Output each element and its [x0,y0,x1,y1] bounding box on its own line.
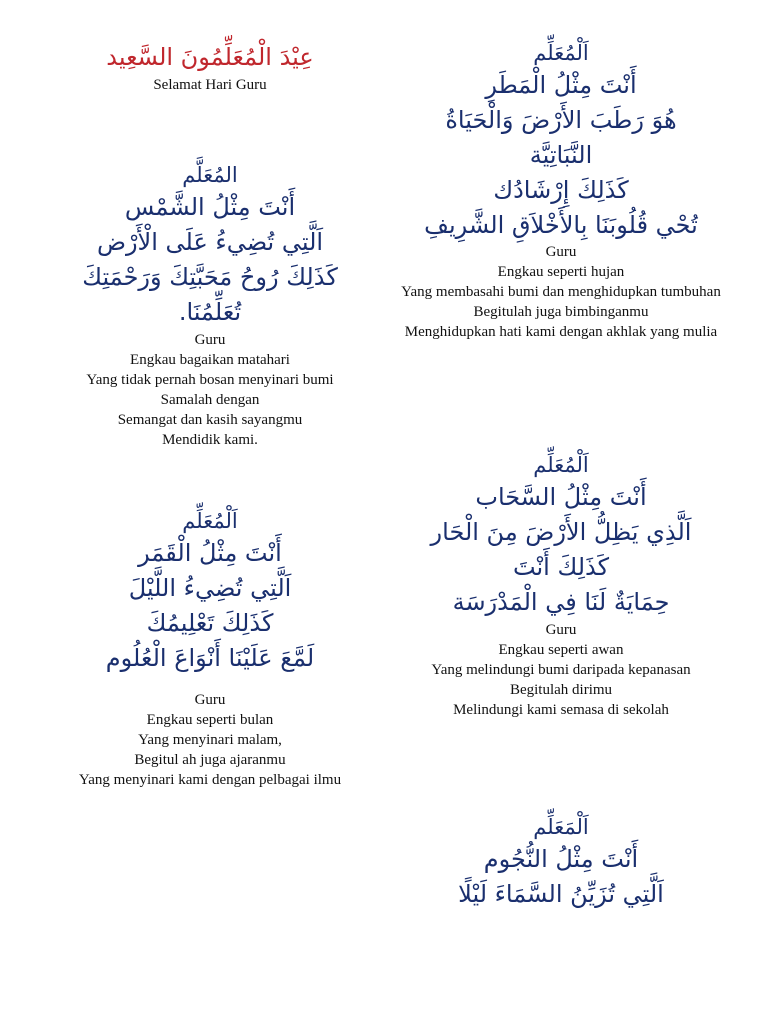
poem-arabic-heading: اَلْمَعَلِّم [533,815,589,839]
poem-arabic-line: أَنْتَ مِثْلُ السَّحَاب [475,483,647,512]
poem-arabic-line: كَذَلِكَ أَنْتَ [512,553,610,582]
poem-latin-line: Semangat dan kasih sayangmu [117,411,303,428]
poem-arabic-line: تُعَلِّمُنَا. [178,297,242,326]
poem-arabic-line: أَنْتَ مِثْلُ الْمَطَرِ [485,71,637,100]
poem-arabic-heading: اَلْمُعَلِّم [533,41,589,65]
poem-arabic-line: كَذَلِكَ رُوحُ مَحَبَّتِكَ وَرَحْمَتِكَ [82,263,338,292]
poem-latin-line: Yang tidak pernah bosan menyinari bumi [86,371,334,388]
poem-arabic-line: النَّبَاتِيَّة [529,141,593,170]
poem-latin-line: Engkau bagaikan matahari [130,351,290,368]
poem-arabic-line: اَلَّتِي تُضِيءُ اللَّيْلَ [128,574,292,603]
poem-latin-line: Yang membasahi bumi dan menghidupkan tumbuhan [401,284,721,301]
poem-latin-line: Samalah dengan [160,391,260,408]
poem-latin-line: Mendidik kami. [162,431,258,448]
poem-latin-line: Engkau seperti bulan [146,711,274,728]
poem-arabic-line: حِمَايَةٌ لَنَا فِي الْمَدْرَسَة [452,587,670,616]
title-arabic: عِيْدَ الْمُعَلِّمُونَ السَّعِيد [106,43,314,71]
poem-latin-line: Guru [194,691,226,708]
poem-arabic-line: هُوَ رَطَبَ الأَرْضَ وَالْحَيَاةُ [445,106,677,135]
poem-arabic-line: أَنْتَ مِثْلُ الْقَمَر [138,539,282,568]
poem-moon [30,506,390,790]
poem-latin-line: Yang menyinari kami dengan pelbagai ilmu [78,771,342,788]
poem-latin-line: Yang melindungi bumi daripada kepanasan [431,661,691,678]
poem-arabic-line: أَنْتَ مِثْلُ الشَّمْس [124,193,296,222]
poem-arabic-line: أَنْتَ مِثْلُ النُّجُوم [483,845,639,874]
poem-arabic-line: كَذَلِكَ تَعْلِيمُكَ [146,609,274,638]
title-block [30,40,390,95]
poem-arabic-line: تُحْي قُلُوبَنَا بِالأَخْلاَقِ الشَّرِيفِ [424,210,698,239]
poem-latin-line: Guru [545,244,577,261]
poem-latin-line: Yang menyinari malam, [138,731,282,748]
poem-arabic-line: كَذَلِكَ إِرْشَادُك [493,175,629,204]
poem-arabic-heading: المُعَلَّم [182,163,238,187]
poem-sun [30,160,390,450]
poem-arabic-line: لَمَّعَ عَلَيْنَا أَنْوَاعَ الْعُلُوم [105,643,315,672]
poem-latin-line: Guru [194,331,226,348]
poem-stars [378,812,744,912]
poem-latin-line: Menghidupkan hati kami dengan akhlak yang mulia [404,324,718,341]
poem-latin-line: Engkau seperti hujan [497,264,625,281]
poem-arabic-line: اَلَّتِي تُضِيءُ عَلَى الْأَرْض [96,228,324,257]
poem-arabic-line: اَلَّذِي يَظِلُّ الأَرْضَ مِنَ الْحَار [430,518,692,547]
poem-latin-line: Begitulah juga bimbinganmu [473,304,649,321]
poem-arabic-heading: اَلْمُعَلِّم [533,453,589,477]
poem-latin-line: Melindungi kami semasa di sekolah [453,701,669,718]
poem-arabic-line: اَلَّتِي تُزَيِّنُ السَّمَاءَ لَيْلًا [458,880,664,909]
poem-latin-line: Begitulah dirimu [509,681,613,698]
poem-rain [378,38,744,342]
title-latin: Selamat Hari Guru [153,76,267,93]
poem-latin-line: Engkau seperti awan [498,641,624,658]
poem-latin-line: Begitul ah juga ajaranmu [134,751,286,768]
poem-cloud [378,450,744,720]
poem-arabic-heading: اَلْمُعَلِّم [182,509,238,533]
poem-latin-line: Guru [545,621,577,638]
